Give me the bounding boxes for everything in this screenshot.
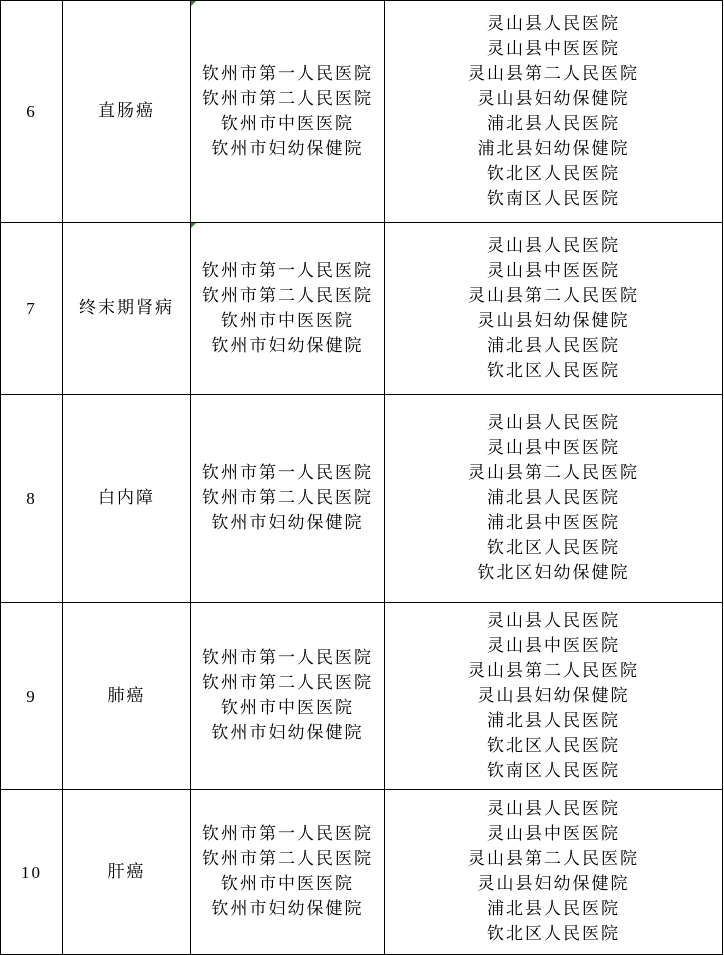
row-number: 7 bbox=[1, 223, 63, 395]
city-hospital: 钦州市妇幼保健院 bbox=[211, 513, 364, 533]
county-hospital: 钦北区妇幼保健院 bbox=[477, 563, 630, 583]
city-hospital: 钦州市中医医院 bbox=[221, 113, 354, 134]
disease-name: 肝癌 bbox=[63, 790, 191, 955]
county-hospital-list bbox=[385, 790, 723, 955]
city-hospital: 钦州市第一人民医院 bbox=[202, 260, 373, 281]
city-hospital: 钦州市中医医院 bbox=[221, 874, 354, 894]
city-hospital: 钦州市妇幼保健院 bbox=[211, 335, 364, 356]
county-hospital: 灵山县第二人民医院 bbox=[468, 285, 639, 306]
county-hospital: 钦北区人民医院 bbox=[487, 924, 620, 944]
county-hospital: 浦北县人民医院 bbox=[487, 710, 620, 731]
county-hospital: 钦南区人民医院 bbox=[487, 760, 620, 781]
city-hospital-list bbox=[191, 603, 385, 790]
city-hospital-list bbox=[191, 1, 385, 223]
city-hospital: 钦州市第二人民医院 bbox=[202, 673, 373, 693]
row-number: 10 bbox=[1, 790, 63, 955]
county-hospital: 钦北区人民医院 bbox=[487, 735, 620, 756]
county-hospital: 钦南区人民医院 bbox=[487, 188, 620, 209]
table-row bbox=[1, 1, 723, 223]
city-hospital: 钦州市妇幼保健院 bbox=[211, 899, 364, 919]
county-hospital: 浦北县人民医院 bbox=[487, 335, 620, 356]
city-hospital-list bbox=[191, 790, 385, 955]
disease-name: 肺癌 bbox=[63, 603, 191, 790]
city-hospital: 钦州市第二人民医院 bbox=[202, 285, 373, 306]
county-hospital: 灵山县中医医院 bbox=[487, 635, 620, 656]
city-hospital: 钦州市第二人民医院 bbox=[202, 849, 373, 869]
county-hospital: 灵山县人民医院 bbox=[487, 413, 620, 433]
row-number: 9 bbox=[1, 603, 63, 790]
city-hospital-list bbox=[191, 395, 385, 603]
county-hospital: 灵山县妇幼保健院 bbox=[477, 685, 630, 706]
cell-comment-marker bbox=[191, 223, 196, 228]
county-hospital: 钦北区人民医院 bbox=[487, 163, 620, 184]
county-hospital: 浦北县妇幼保健院 bbox=[477, 138, 630, 159]
table-row bbox=[1, 603, 723, 790]
county-hospital: 灵山县中医医院 bbox=[487, 38, 620, 59]
disease-name: 终末期肾病 bbox=[63, 223, 191, 395]
county-hospital-list bbox=[385, 603, 723, 790]
county-hospital: 灵山县人民医院 bbox=[487, 799, 620, 819]
county-hospital-list bbox=[385, 223, 723, 395]
city-hospital: 钦州市第一人民医院 bbox=[202, 824, 373, 844]
county-hospital: 灵山县人民医院 bbox=[487, 13, 620, 34]
county-hospital: 灵山县第二人民医院 bbox=[468, 849, 639, 869]
table-row bbox=[1, 790, 723, 955]
county-hospital: 浦北县人民医院 bbox=[487, 113, 620, 134]
county-hospital: 灵山县第二人民医院 bbox=[468, 63, 639, 84]
table-row bbox=[1, 395, 723, 603]
city-hospital: 钦州市妇幼保健院 bbox=[211, 138, 364, 159]
disease-name: 白内障 bbox=[63, 395, 191, 603]
city-hospital: 钦州市第二人民医院 bbox=[202, 88, 373, 109]
county-hospital: 灵山县妇幼保健院 bbox=[477, 88, 630, 109]
city-hospital: 钦州市妇幼保健院 bbox=[211, 723, 364, 743]
county-hospital: 钦北区人民医院 bbox=[487, 360, 620, 381]
county-hospital: 灵山县中医医院 bbox=[487, 438, 620, 458]
county-hospital: 浦北县人民医院 bbox=[487, 899, 620, 919]
county-hospital: 灵山县中医医院 bbox=[487, 260, 620, 281]
county-hospital: 浦北县中医医院 bbox=[487, 513, 620, 533]
county-hospital: 灵山县第二人民医院 bbox=[468, 660, 639, 681]
county-hospital: 灵山县妇幼保健院 bbox=[477, 874, 630, 894]
row-number: 8 bbox=[1, 395, 63, 603]
city-hospital: 钦州市第一人民医院 bbox=[202, 63, 373, 84]
county-hospital: 灵山县第二人民医院 bbox=[468, 463, 639, 483]
county-hospital-list bbox=[385, 395, 723, 603]
table-body bbox=[1, 1, 723, 955]
county-hospital: 灵山县人民医院 bbox=[487, 235, 620, 256]
table-row bbox=[1, 223, 723, 395]
cell-comment-marker bbox=[191, 1, 196, 6]
county-hospital: 灵山县妇幼保健院 bbox=[477, 310, 630, 331]
county-hospital: 灵山县中医医院 bbox=[487, 824, 620, 844]
county-hospital: 灵山县人民医院 bbox=[487, 610, 620, 631]
city-hospital: 钦州市第一人民医院 bbox=[202, 463, 373, 483]
city-hospital: 钦州市第二人民医院 bbox=[202, 488, 373, 508]
city-hospital: 钦州市中医医院 bbox=[221, 310, 354, 331]
disease-name: 直肠癌 bbox=[63, 1, 191, 223]
county-hospital-list bbox=[385, 1, 723, 223]
city-hospital: 钦州市第一人民医院 bbox=[202, 648, 373, 668]
county-hospital: 浦北县人民医院 bbox=[487, 488, 620, 508]
county-hospital: 钦北区人民医院 bbox=[487, 538, 620, 558]
city-hospital: 钦州市中医医院 bbox=[221, 698, 354, 718]
row-number: 6 bbox=[1, 1, 63, 223]
city-hospital-list bbox=[191, 223, 385, 395]
